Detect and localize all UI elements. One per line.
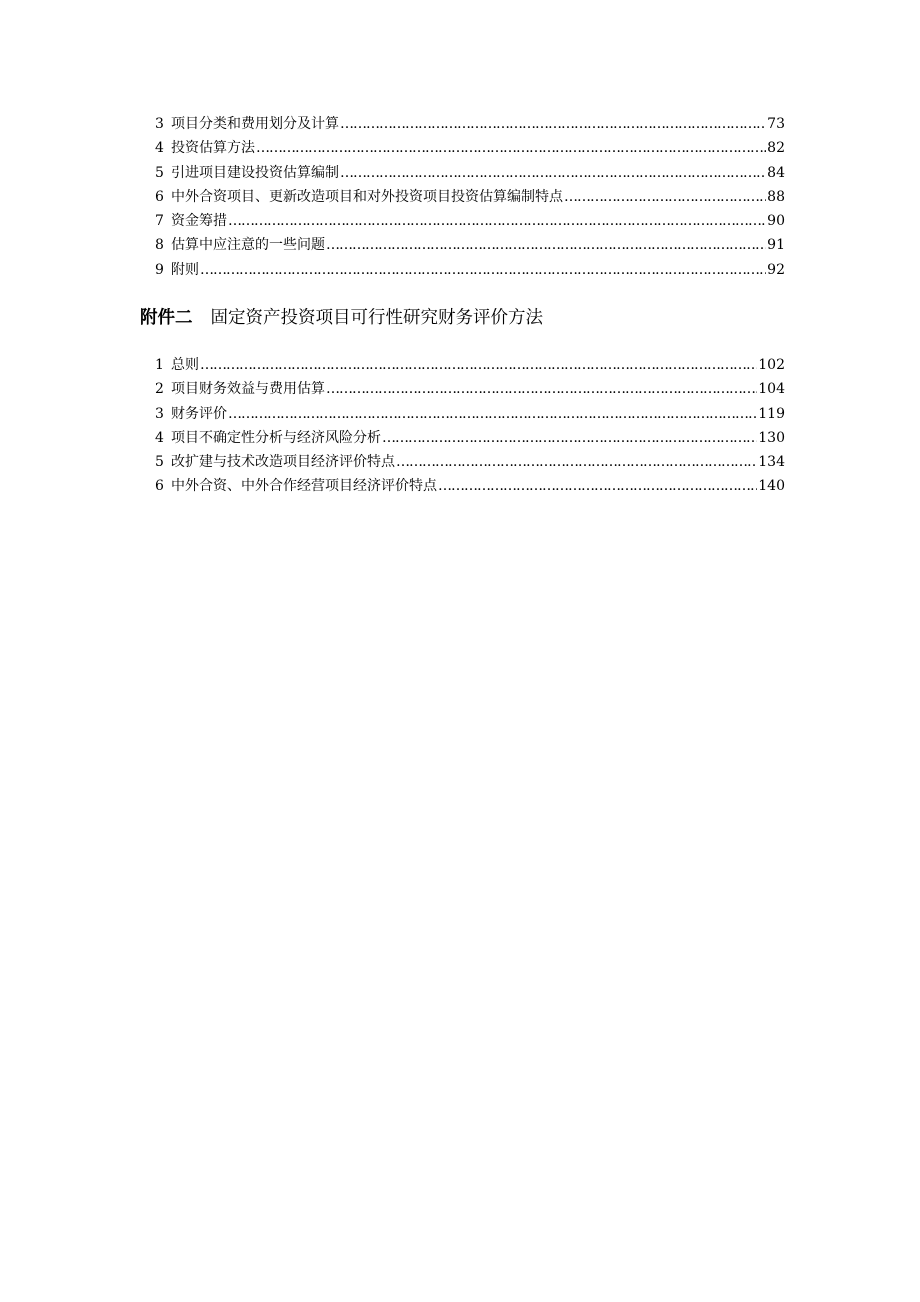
toc-entry-number: 2 [155,381,164,398]
toc-entry-number: 3 [155,405,164,422]
toc-dot-leader [438,474,757,498]
toc-entry-title: 总则 [171,357,199,373]
toc-list-part2 [155,353,785,499]
toc-entry-page: 134 [758,454,785,471]
toc-entry-title: 项目不确定性分析与经济风险分析 [171,429,381,446]
toc-entry[interactable] [155,185,785,209]
toc-dot-leader [200,258,766,282]
toc-list-part1 [155,112,785,282]
toc-entry[interactable] [155,450,785,474]
toc-entry-title: 中外合资、中外合作经营项目经济评价特点 [171,478,437,495]
toc-entry-number: 1 [155,357,164,373]
toc-entry-title: 资金筹措 [171,213,227,230]
toc-dot-leader [326,377,757,401]
toc-entry-title: 项目财务效益与费用估算 [171,381,325,398]
toc-entry-page: 140 [758,478,785,495]
toc-entry-number: 4 [155,429,164,446]
toc-entry[interactable] [155,112,785,136]
toc-entry-page: 92 [767,261,785,278]
toc-entry[interactable] [155,353,785,377]
toc-entry-number: 5 [155,164,164,181]
toc-entry-page: 91 [767,237,785,254]
toc-entry-number: 5 [155,454,164,471]
appendix-title: 固定资产投资项目可行性研究财务评价方法 [210,308,543,328]
toc-entry[interactable] [155,402,785,426]
toc-entry-number: 6 [155,478,164,495]
toc-entry-title: 财务评价 [171,405,227,422]
toc-entry-title: 项目分类和费用划分及计算 [171,116,339,132]
toc-entry-number: 3 [155,116,164,132]
toc-entry-page: 119 [758,405,785,422]
toc-entry[interactable] [155,233,785,257]
toc-entry-number: 7 [155,213,164,230]
toc-entry-number: 6 [155,188,164,205]
toc-dot-leader [564,185,766,209]
toc-entry-title: 中外合资项目、更新改造项目和对外投资项目投资估算编制特点 [171,188,563,205]
toc-entry[interactable] [155,258,785,282]
toc-entry[interactable] [155,377,785,401]
toc-entry-page: 73 [767,116,785,132]
toc-dot-leader [382,426,757,450]
toc-dot-leader [396,450,757,474]
toc-entry-number: 8 [155,237,164,254]
toc-entry-title: 附则 [171,261,199,278]
toc-entry-number: 4 [155,140,164,157]
toc-entry[interactable] [155,161,785,185]
toc-entry-page: 104 [758,381,785,398]
toc-entry-title: 改扩建与技术改造项目经济评价特点 [171,454,395,471]
toc-dot-leader [228,209,766,233]
toc-entry-page: 88 [767,188,785,205]
toc-entry-title: 投资估算方法 [171,140,255,157]
toc-entry[interactable] [155,426,785,450]
appendix-heading[interactable] [140,304,543,332]
toc-dot-leader [340,161,766,185]
toc-entry-number: 9 [155,261,164,278]
toc-dot-leader [228,402,757,426]
toc-entry-page: 90 [767,213,785,230]
toc-entry-page: 102 [758,357,785,373]
toc-entry[interactable] [155,209,785,233]
toc-dot-leader [340,112,766,136]
toc-entry[interactable] [155,136,785,160]
toc-entry-page: 82 [767,140,785,157]
toc-entry-page: 84 [767,164,785,181]
toc-entry-title: 估算中应注意的一些问题 [171,237,325,254]
toc-dot-leader [200,353,757,377]
toc-entry[interactable] [155,474,785,498]
appendix-label: 附件二 [140,308,193,328]
toc-dot-leader [256,136,766,160]
toc-dot-leader [326,233,766,257]
toc-entry-page: 130 [758,429,785,446]
toc-entry-title: 引进项目建设投资估算编制 [171,164,339,181]
